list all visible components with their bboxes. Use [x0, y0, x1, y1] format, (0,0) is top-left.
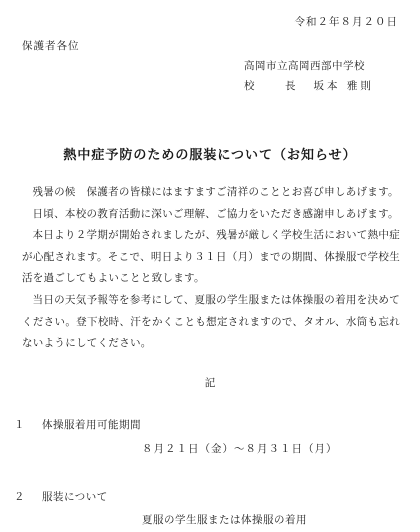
ki-label: 記 [204, 377, 216, 389]
school-name: 高岡市立高岡西部中学校 [244, 60, 365, 72]
item-1-value: ８月２１日（金）～８月３１日（月） [142, 443, 338, 455]
paragraph-greeting: 残暑の候 保護者の皆様にはますますご清祥のこととお喜び申しあげます。 [32, 186, 399, 198]
principal-name: 坂本 雅則 [313, 80, 374, 92]
item-2-title: 服装について [42, 491, 108, 503]
addressee: 保護者各位 [22, 40, 80, 52]
item-1-number: １ [14, 419, 25, 431]
item-2-number: ２ [14, 491, 25, 503]
body-text [22, 182, 400, 355]
item-1-title: 体操服着用可能期間 [42, 419, 141, 431]
principal-line [244, 78, 374, 93]
item-2-value: 夏服の学生服または体操服の着用 [142, 514, 307, 526]
paragraph-thanks: 日頃、本校の教育活動に深いご理解、ご協力をいただき感謝申しあげます。 [32, 207, 399, 220]
paragraph-announcement: 本日より２学期が開始されましたが、残暑が厳しく学校生活において熱中症が心配されます。そこで、明日より３１日（月）までの期間、体操服で学校生活を過ごしてもよいことと致します。 [22, 229, 400, 285]
principal-role: 校 長 [244, 80, 306, 92]
item-1-heading [14, 417, 141, 432]
issue-date: 令和２年８月２０日 [294, 16, 398, 28]
item-2-heading [14, 489, 108, 504]
document-title: 熱中症予防のための服装について（お知らせ） [63, 148, 357, 163]
paragraph-request: 当日の天気予報等を参考にして、夏服の学生服または体操服の着用を決めてください。登下校時、汗をかくことも想定されますので、タオル、水筒も忘れないようにしてください。 [22, 293, 400, 350]
